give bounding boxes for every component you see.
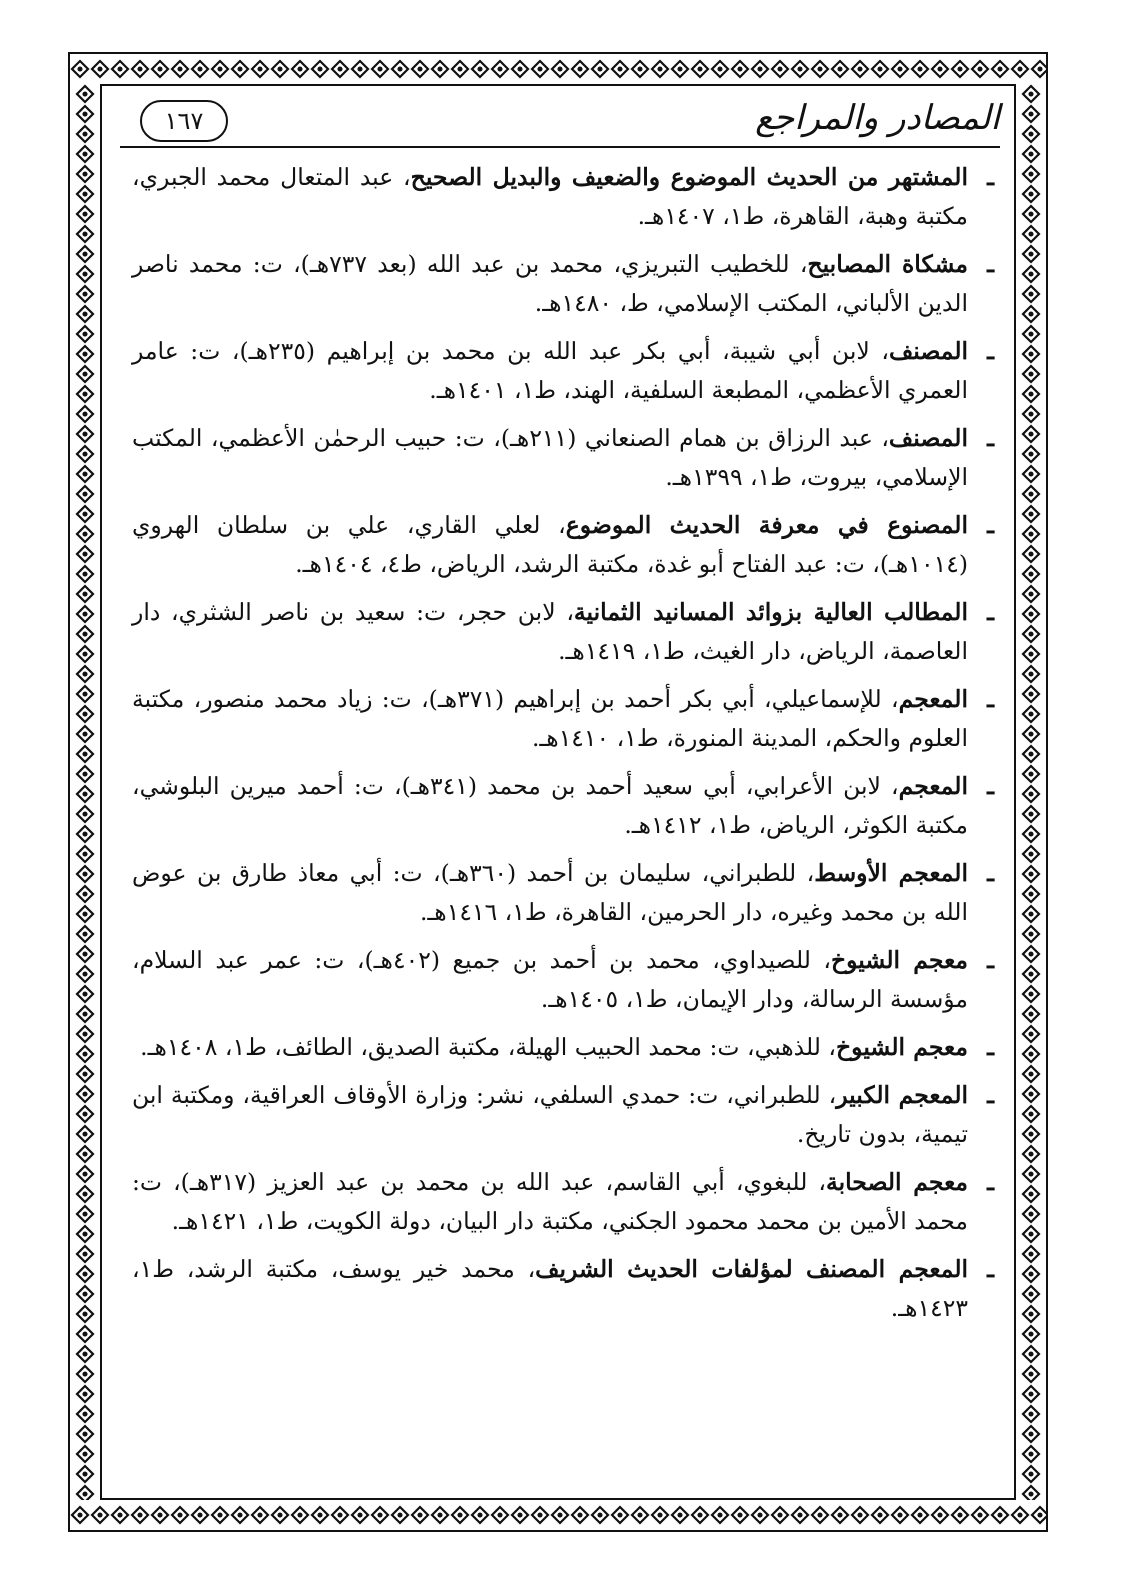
entry-title: المصنف <box>888 424 968 452</box>
list-dash: ـ <box>987 859 994 887</box>
ornament-border-bottom <box>70 1500 1046 1530</box>
entry-details: ، للبغوي، أبي القاسم، عبد الله بن محمد بن عبد العزيز (٣١٧هـ)، ت: محمد الأمين بن محمد محمود الجكني، مكتبة دار البيان، دولة الكويت، ط١، ١٤٢١هـ. <box>132 1168 968 1235</box>
page-header <box>120 94 1000 150</box>
bibliography-entry <box>132 245 994 323</box>
ornament-pattern-right <box>1016 84 1046 1500</box>
list-dash: ـ <box>987 772 994 800</box>
bibliography-entry <box>132 158 994 236</box>
list-dash: ـ <box>987 1081 994 1109</box>
entry-details: ، للطبراني، ت: حمدي السلفي، نشر: وزارة الأوقاف العراقية، ومكتبة ابن تيمية، بدون تاريخ. <box>132 1081 968 1148</box>
bibliography-entry <box>132 854 994 932</box>
bibliography-entry <box>132 419 994 497</box>
list-dash: ـ <box>987 1255 994 1283</box>
list-dash: ـ <box>987 1168 994 1196</box>
list-dash: ـ <box>987 511 994 539</box>
entry-title: معجم الصحابة <box>825 1168 969 1196</box>
bibliography-entry <box>132 1076 994 1154</box>
entry-details: ، لابن أبي شيبة، أبي بكر عبد الله بن محمد بن إبراهيم (٢٣٥هـ)، ت: عامر العمري الأعظمي، المطبعة السلفية، الهند، ط١، ١٤٠١هـ. <box>132 337 968 404</box>
entry-title: المعجم الكبير <box>836 1081 969 1109</box>
entry-details: ، للصيداوي، محمد بن أحمد بن جميع (٤٠٢هـ)، ت: عمر عبد السلام، مؤسسة الرسالة، ودار الإيمان، ط١، ١٤٠٥هـ. <box>132 946 968 1013</box>
entry-details: ، لابن الأعرابي، أبي سعيد أحمد بن محمد (٣٤١هـ)، ت: أحمد ميرين البلوشي، مكتبة الكوثر، الرياض، ط١، ١٤١٢هـ. <box>132 772 968 839</box>
list-dash: ـ <box>987 163 994 191</box>
bibliography-list <box>132 158 994 1337</box>
ornament-border-right <box>1016 84 1046 1500</box>
entry-details: ، عبد المتعال محمد الجبري، مكتبة وهبة، القاهرة، ط١، ١٤٠٧هـ. <box>132 163 968 230</box>
entry-details: ، للإسماعيلي، أبي بكر أحمد بن إبراهيم (٣٧١هـ)، ت: زياد محمد منصور، مكتبة العلوم والحكم، المدينة المنورة، ط١، ١٤١٠هـ. <box>132 685 968 752</box>
entry-title: المشتهر من الحديث الموضوع والضعيف والبديل الصحيح <box>410 163 968 191</box>
bibliography-entry <box>132 593 994 671</box>
entry-details: ، لعلي القاري، علي بن سلطان الهروي (١٠١٤هـ)، ت: عبد الفتاح أبو غدة، مكتبة الرشد، الرياض، ط٤، ١٤٠٤هـ. <box>132 511 968 578</box>
entry-details: ، للخطيب التبريزي، محمد بن عبد الله (بعد ٧٣٧هـ)، ت: محمد ناصر الدين الألباني، المكتب الإسلامي، ط، ١٤٨٠هـ. <box>132 250 968 317</box>
ornament-pattern-top <box>70 54 1046 84</box>
bibliography-entry <box>132 332 994 410</box>
list-dash: ـ <box>987 598 994 626</box>
entry-title: المعجم <box>898 772 968 800</box>
entry-title: المطالب العالية بزوائد المسانيد الثمانية <box>573 598 968 626</box>
ornament-pattern-left <box>70 84 100 1500</box>
list-dash: ـ <box>987 1033 994 1061</box>
bibliography-entry <box>132 941 994 1019</box>
list-dash: ـ <box>987 337 994 365</box>
entry-title: معجم الشيوخ <box>830 946 968 974</box>
bibliography-entry <box>132 767 994 845</box>
entry-title: المعجم الأوسط <box>814 859 968 887</box>
entry-details: ، لابن حجر، ت: سعيد بن ناصر الشثري، دار العاصمة، الرياض، دار الغيث، ط١، ١٤١٩هـ. <box>132 598 968 665</box>
list-dash: ـ <box>987 424 994 452</box>
bibliography-entry <box>132 680 994 758</box>
ornament-border-top <box>70 54 1046 84</box>
bibliography-entry <box>132 506 994 584</box>
header-rule <box>120 146 1000 148</box>
ornament-pattern-bottom <box>70 1500 1046 1530</box>
entry-title: مشكاة المصابيح <box>807 250 968 278</box>
running-head-title: المصادر والمراجع <box>755 98 1000 138</box>
list-dash: ـ <box>987 685 994 713</box>
ornament-border-left <box>70 84 100 1500</box>
entry-details: ، للطبراني، سليمان بن أحمد (٣٦٠هـ)، ت: أبي معاذ طارق بن عوض الله بن محمد وغيره، دار الحرمين، القاهرة، ط١، ١٤١٦هـ. <box>132 859 968 926</box>
bibliography-entry <box>132 1250 994 1328</box>
bibliography-entry <box>132 1163 994 1241</box>
page-number-badge: ١٦٧ <box>140 100 228 142</box>
entry-title: المصنف <box>888 337 969 365</box>
entry-details: ، عبد الرزاق بن همام الصنعاني (٢١١هـ)، ت: حبيب الرحمٰن الأعظمي، المكتب الإسلامي، بيروت، ط١، ١٣٩٩هـ. <box>132 424 968 491</box>
entry-title: معجم الشيوخ <box>836 1033 968 1061</box>
entry-title: المصنوع في معرفة الحديث الموضوع <box>565 511 968 539</box>
entry-details: ، محمد خير يوسف، مكتبة الرشد، ط١، ١٤٢٣هـ. <box>132 1255 968 1322</box>
bibliography-entry <box>132 1028 994 1067</box>
entry-title: المعجم المصنف لمؤلفات الحديث الشريف <box>535 1255 969 1283</box>
list-dash: ـ <box>987 946 994 974</box>
entry-details: ، للذهبي، ت: محمد الحبيب الهيلة، مكتبة الصديق، الطائف، ط١، ١٤٠٨هـ. <box>140 1033 837 1061</box>
entry-title: المعجم <box>898 685 968 713</box>
list-dash: ـ <box>987 250 994 278</box>
